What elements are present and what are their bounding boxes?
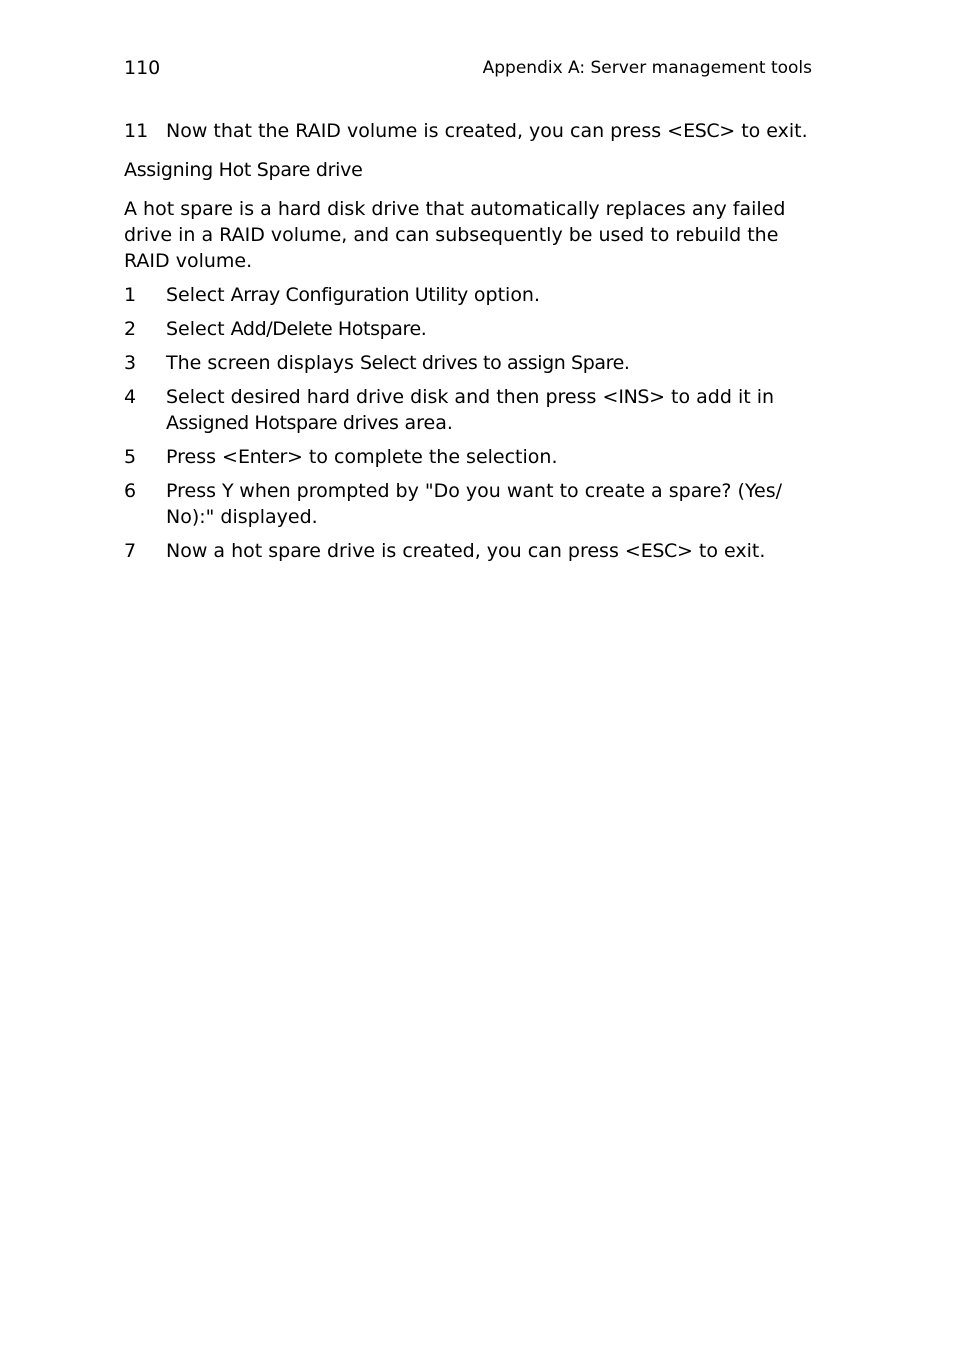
key-label: ESC <box>640 540 677 562</box>
step-number: 6 <box>124 480 137 502</box>
list-item <box>124 478 814 530</box>
key-label: Enter <box>237 446 287 468</box>
section-heading: Assigning Hot Spare drive <box>124 159 363 181</box>
step-text: Select Array Configuration Utility option. <box>166 284 541 306</box>
ui-label: Add/Delete Hotspare <box>230 318 421 340</box>
steps-list <box>124 282 814 564</box>
list-item <box>124 444 814 470</box>
list-item <box>124 282 814 308</box>
ui-label: Assigned Hotspare drives <box>166 412 399 434</box>
step-number: 3 <box>124 352 137 374</box>
step-text: The screen displays Select drives to assign Spare. <box>166 352 630 374</box>
page-number: 110 <box>124 57 161 79</box>
page-body <box>124 118 814 564</box>
step-number: 1 <box>124 284 137 306</box>
list-item <box>124 384 814 436</box>
step-number: 2 <box>124 318 137 340</box>
running-header: Appendix A: Server management tools <box>482 58 812 78</box>
key-label: Y <box>222 480 234 502</box>
ui-label: Select drives to assign Spare <box>359 352 624 374</box>
list-item <box>124 118 814 144</box>
step-text: Now that the RAID volume is created, you can press <ESC> to exit. <box>166 120 808 142</box>
step-text: Press Y when prompted by "Do you want to create a spare? (Yes/ No):" displayed. <box>166 480 783 528</box>
step-number: 11 <box>124 120 149 142</box>
list-item <box>124 316 814 342</box>
list-item <box>124 350 814 376</box>
step-number: 4 <box>124 386 137 408</box>
key-label: INS <box>618 386 650 408</box>
step-number: 7 <box>124 540 137 562</box>
ui-label: Array Configuration Utility <box>230 284 468 306</box>
step-text: Press <Enter> to complete the selection. <box>166 446 558 468</box>
step-text: Now a hot spare drive is created, you can press <ESC> to exit. <box>166 540 766 562</box>
step-text: Select desired hard drive disk and then press <INS> to add it in Assigned Hotspare drives area. <box>166 386 775 434</box>
step-number: 5 <box>124 446 137 468</box>
step-text: Select Add/Delete Hotspare. <box>166 318 427 340</box>
key-label: ESC <box>683 120 720 142</box>
body-paragraph: A hot spare is a hard disk drive that automatically replaces any failed drive in a RAID volume, and can subsequently be used to rebuild the RAID volume. <box>124 198 786 272</box>
list-item <box>124 538 814 564</box>
